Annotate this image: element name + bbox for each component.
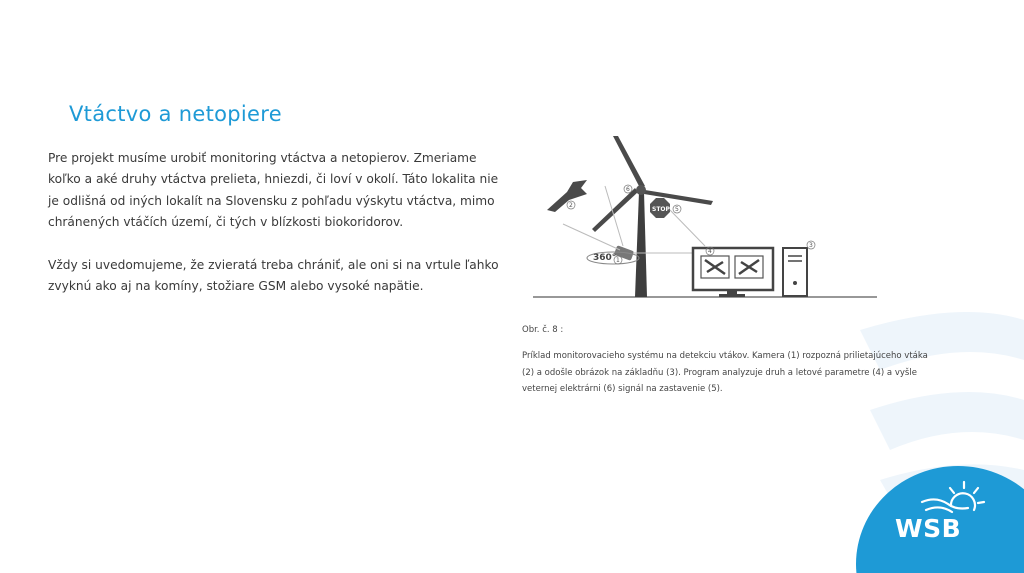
turbine-hub bbox=[636, 185, 646, 195]
stop-sign-label: STOP bbox=[652, 206, 670, 213]
turbine-blade-left bbox=[592, 188, 638, 232]
slide-title: Vtáctvo a netopiere bbox=[69, 102, 282, 126]
computer-tower bbox=[783, 248, 807, 296]
bird-monitoring-illustration bbox=[525, 128, 885, 303]
slide-body bbox=[48, 148, 508, 319]
paragraph-2: Vždy si uvedomujeme, že zvieratá treba chrániť, ale oni si na vrtule ľahko zvyknú ako aj na komíny, stožiare GSM alebo vysoké napätie. bbox=[48, 258, 499, 294]
marker-1: 1 bbox=[616, 257, 620, 264]
marker-2: 2 bbox=[569, 202, 573, 209]
marker-4: 4 bbox=[708, 248, 712, 255]
bird-icon bbox=[547, 180, 587, 212]
marker-6: 6 bbox=[626, 186, 630, 193]
paragraph-1: Pre projekt musíme urobiť monitoring vtáctva a netopierov. Zmeriame koľko a aké druhy vtáctva prelieta, hniezdi, či loví v okolí. Táto lokalita nie je odlišná od iných lokalít na Slovensku z pohľadu výskytu vtáctva, mimo chránených vtáčích území, či tých v blízkosti biokoridorov. bbox=[48, 151, 499, 230]
figure-caption-text: Príklad monitorovacieho systému na detekciu vtákov. Kamera (1) rozpozná prilietajúceho vtáka (2) a odošle obrázok na základňu (3). Program analyzuje druh a letové parametre (4) a vyšle veternej elektrárni (6) signál na zastavenie (5). bbox=[522, 351, 928, 395]
figure-caption-label: Obr. č. 8 : bbox=[522, 325, 564, 335]
turbine-blade-up bbox=[613, 136, 645, 188]
camera-rotation-label: 360° bbox=[593, 253, 617, 263]
marker-5: 5 bbox=[675, 206, 679, 213]
marker-3: 3 bbox=[809, 242, 813, 249]
logo-text: WSB bbox=[895, 514, 962, 543]
turbine-tower bbox=[635, 192, 647, 297]
